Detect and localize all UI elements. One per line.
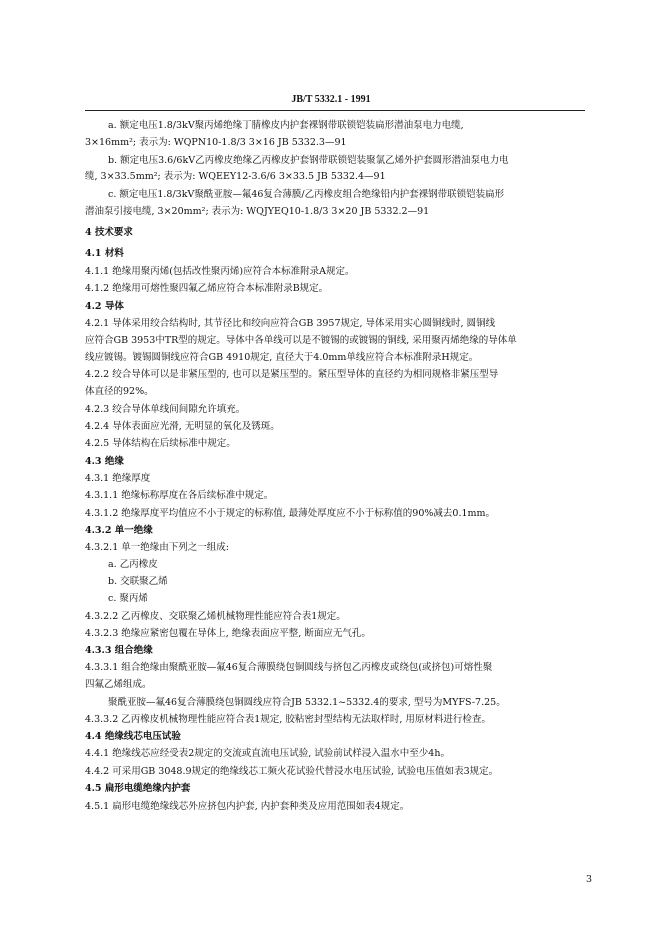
clause-4-2-2-line-1: 4.2.2 绞合导体可以是非紧压型的, 也可以是紧压型的。紧压型导体的直径约为相同规格非紧压型导 — [85, 369, 499, 380]
section-4-5-heading: 4.5 扁形电缆绝缘内护套 — [85, 783, 191, 794]
list-item-b: b. 交联聚乙烯 — [108, 576, 168, 587]
list-item-a: a. 乙丙橡皮 — [108, 559, 158, 570]
clause-4-3-3-1-line-2: 四氟乙烯组成。 — [85, 679, 152, 690]
section-4-2-heading: 4.2 导体 — [85, 301, 124, 312]
clause-4-4-1: 4.4.1 绝缘线芯应经受表2规定的交流或直流电压试验, 试验前试样浸入温水中至少4h。 — [85, 748, 450, 759]
clause-4-3-3-heading: 4.3.3 组合绝缘 — [85, 645, 153, 656]
clause-4-2-3: 4.2.3 绞合导体单线间间隙允许填充。 — [85, 404, 246, 415]
item-a-line-2: 3×16mm²; 表示为: WQPN10-1.8/3 3×16 JB 5332.3—91 — [85, 137, 347, 148]
clause-4-5-1: 4.5.1 扁形电缆绝缘线芯外应挤包内护套, 内护套种类及应用范围如表4规定。 — [85, 801, 410, 812]
clause-4-2-4: 4.2.4 导体表面应光滑, 无明显的氧化及锈斑。 — [85, 421, 280, 432]
item-b-line-1: b. 额定电压3.6/6kV乙丙橡皮绝缘乙丙橡皮护套钢带联锁铠装聚氯乙烯外护套圆形潜油泵电力电 — [108, 155, 509, 166]
section-4-4-heading: 4.4 绝缘线芯电压试验 — [85, 731, 181, 742]
clause-4-3-1-2: 4.3.1.2 绝缘厚度平均值应不小于规定的标称值, 最薄处厚度应不小于标称值的90%减去0.1mm。 — [85, 508, 496, 519]
clause-4-3-2-2: 4.3.2.2 乙丙橡皮、交联聚乙烯机械物理性能应符合表1规定。 — [85, 611, 346, 622]
clause-4-3-3-2: 4.3.3.2 乙丙橡皮机械物理性能应符合表1规定, 胶粘密封型结构无法取样时, 用原材料进行检查。 — [85, 714, 491, 725]
clause-4-3-2-3: 4.3.2.3 绝缘应紧密包覆在导体上, 绝缘表面应平整, 断面应无气孔。 — [85, 628, 371, 639]
page-number: 3 — [586, 874, 593, 885]
clause-4-2-2-line-2: 体直径的92%。 — [85, 386, 154, 397]
header-rule — [85, 110, 585, 111]
clause-4-4-2: 4.4.2 可采用GB 3048.9规定的绝缘线芯工频火花试验代替浸水电压试验, 试验电压值如表3规定。 — [85, 766, 499, 777]
section-4-3-heading: 4.3 绝缘 — [85, 456, 124, 467]
item-a-line-1: a. 额定电压1.8/3kV聚丙烯绝缘丁腈橡皮内护套裸钢带联锁铠装扁形潜油泵电力电缆, — [108, 120, 464, 131]
clause-4-3-2-heading: 4.3.2 单一绝缘 — [85, 525, 153, 536]
clause-4-3-3-1-line-1: 4.3.3.1 组合绝缘由聚酰亚胺—氟46复合薄膜绕包铜圆线与挤包乙丙橡皮或绕包(或挤包)可熔性聚 — [85, 662, 493, 673]
standard-code-header: JB/T 5332.1 - 1991 — [291, 94, 371, 105]
clause-4-2-1-line-1: 4.2.1 导体采用绞合结构时, 其节径比和绞向应符合GB 3957规定, 导体采用实心圆铜线时, 圆铜线 — [85, 318, 496, 329]
list-item-c: c. 聚丙烯 — [108, 593, 148, 604]
clause-4-1-1: 4.1.1 绝缘用聚丙烯(包括改性聚丙烯)应符合本标准附录A规定。 — [85, 266, 355, 277]
clause-4-3-3-1-note: 聚酰亚胺—氟46复合薄膜绕包铜圆线应符合JB 5332.1~5332.4的要求, 型号为MYFS-7.25。 — [108, 697, 506, 708]
clause-4-2-5: 4.2.5 导体结构在后续标准中规定。 — [85, 438, 236, 449]
section-4-1-heading: 4.1 材料 — [85, 248, 124, 259]
clause-4-1-2: 4.1.2 绝缘用可熔性聚四氟乙烯应符合本标准附录B规定。 — [85, 283, 329, 294]
clause-4-3-1-heading: 4.3.1 绝缘厚度 — [85, 473, 151, 484]
section-4-heading: 4 技术要求 — [85, 227, 133, 238]
clause-4-2-1-line-3: 线应镀锡。镀锡圆铜线应符合GB 4910规定, 直径大于4.0mm单线应符合本标准附录H规定。 — [85, 352, 479, 363]
item-c-line-1: c. 额定电压1.8/3kV聚酰亚胺—氟46复合薄膜/乙丙橡皮组合绝缘铅内护套裸钢带联锁铠装扁形 — [108, 189, 505, 200]
item-b-line-2: 缆, 3×33.5mm²; 表示为: WQEEY12-3.6/6 3×33.5 JB 5332.4—91 — [85, 171, 386, 182]
clause-4-3-1-1: 4.3.1.1 绝缘标称厚度在各后续标准中规定。 — [85, 490, 274, 501]
clause-4-3-2-1: 4.3.2.1 单一绝缘由下列之一组成: — [85, 542, 229, 553]
clause-4-2-1-line-2: 应符合GB 3953中TR型的规定。导体中各单线可以是不镀锡的或镀锡的铜线, 采用聚丙烯绝缘的导体单 — [85, 335, 517, 346]
item-c-line-2: 潜油泵引接电缆, 3×20mm²; 表示为: WQJYEQ10-1.8/3 3×20 JB 5332.2—91 — [85, 206, 430, 217]
